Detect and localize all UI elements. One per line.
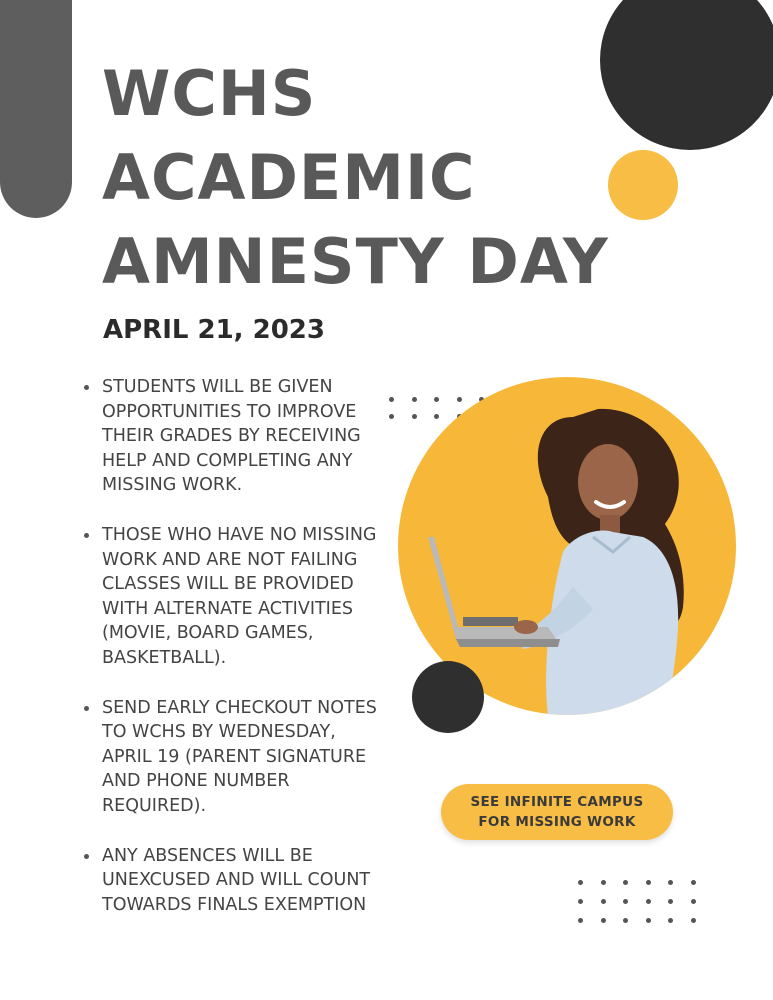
bullet-dot-icon: [84, 854, 89, 859]
bullet-dot-icon: [84, 533, 89, 538]
infinite-campus-button[interactable]: [441, 784, 673, 840]
bullet-text: ANY ABSENCES WILL BE UNEXCUSED AND WILL COUNT TOWARDS FINALS EXEMPTION: [102, 845, 371, 915]
bullet-item: [80, 375, 390, 498]
page-title: [102, 52, 609, 304]
title-line: ACADEMIC: [102, 141, 476, 214]
decorative-yellow-circle: [608, 150, 678, 220]
bullet-dot-icon: [84, 385, 89, 390]
bullet-text: SEND EARLY CHECKOUT NOTES TO WCHS BY WEDNESDAY, APRIL 19 (PARENT SIGNATURE AND PHONE NUMBER REQUIRED).: [102, 697, 377, 816]
info-bullet-list: [80, 375, 390, 942]
decorative-dark-circle: [600, 0, 773, 150]
cta-line: SEE INFINITE CAMPUS: [470, 794, 644, 810]
decorative-gray-bar: [0, 0, 72, 218]
bullet-text: STUDENTS WILL BE GIVEN OPPORTUNITIES TO IMPROVE THEIR GRADES BY RECEIVING HELP AND COMPLETING ANY MISSING WORK.: [102, 377, 361, 496]
title-line: WCHS: [102, 57, 317, 130]
cta-line: FOR MISSING WORK: [478, 814, 636, 830]
bullet-item: [80, 696, 390, 819]
title-line: AMNESTY DAY: [102, 225, 609, 298]
decorative-dark-circle-small: [412, 661, 484, 733]
event-date: APRIL 21, 2023: [103, 315, 325, 345]
bullet-dot-icon: [84, 706, 89, 711]
decorative-dot-grid-bottom: [578, 880, 697, 923]
bullet-item: [80, 523, 390, 671]
bullet-item: [80, 844, 390, 918]
bullet-text: THOSE WHO HAVE NO MISSING WORK AND ARE NOT FAILING CLASSES WILL BE PROVIDED WITH ALTERNATE ACTIVITIES (MOVIE, BOARD GAMES, BASKETBALL).: [102, 524, 377, 668]
